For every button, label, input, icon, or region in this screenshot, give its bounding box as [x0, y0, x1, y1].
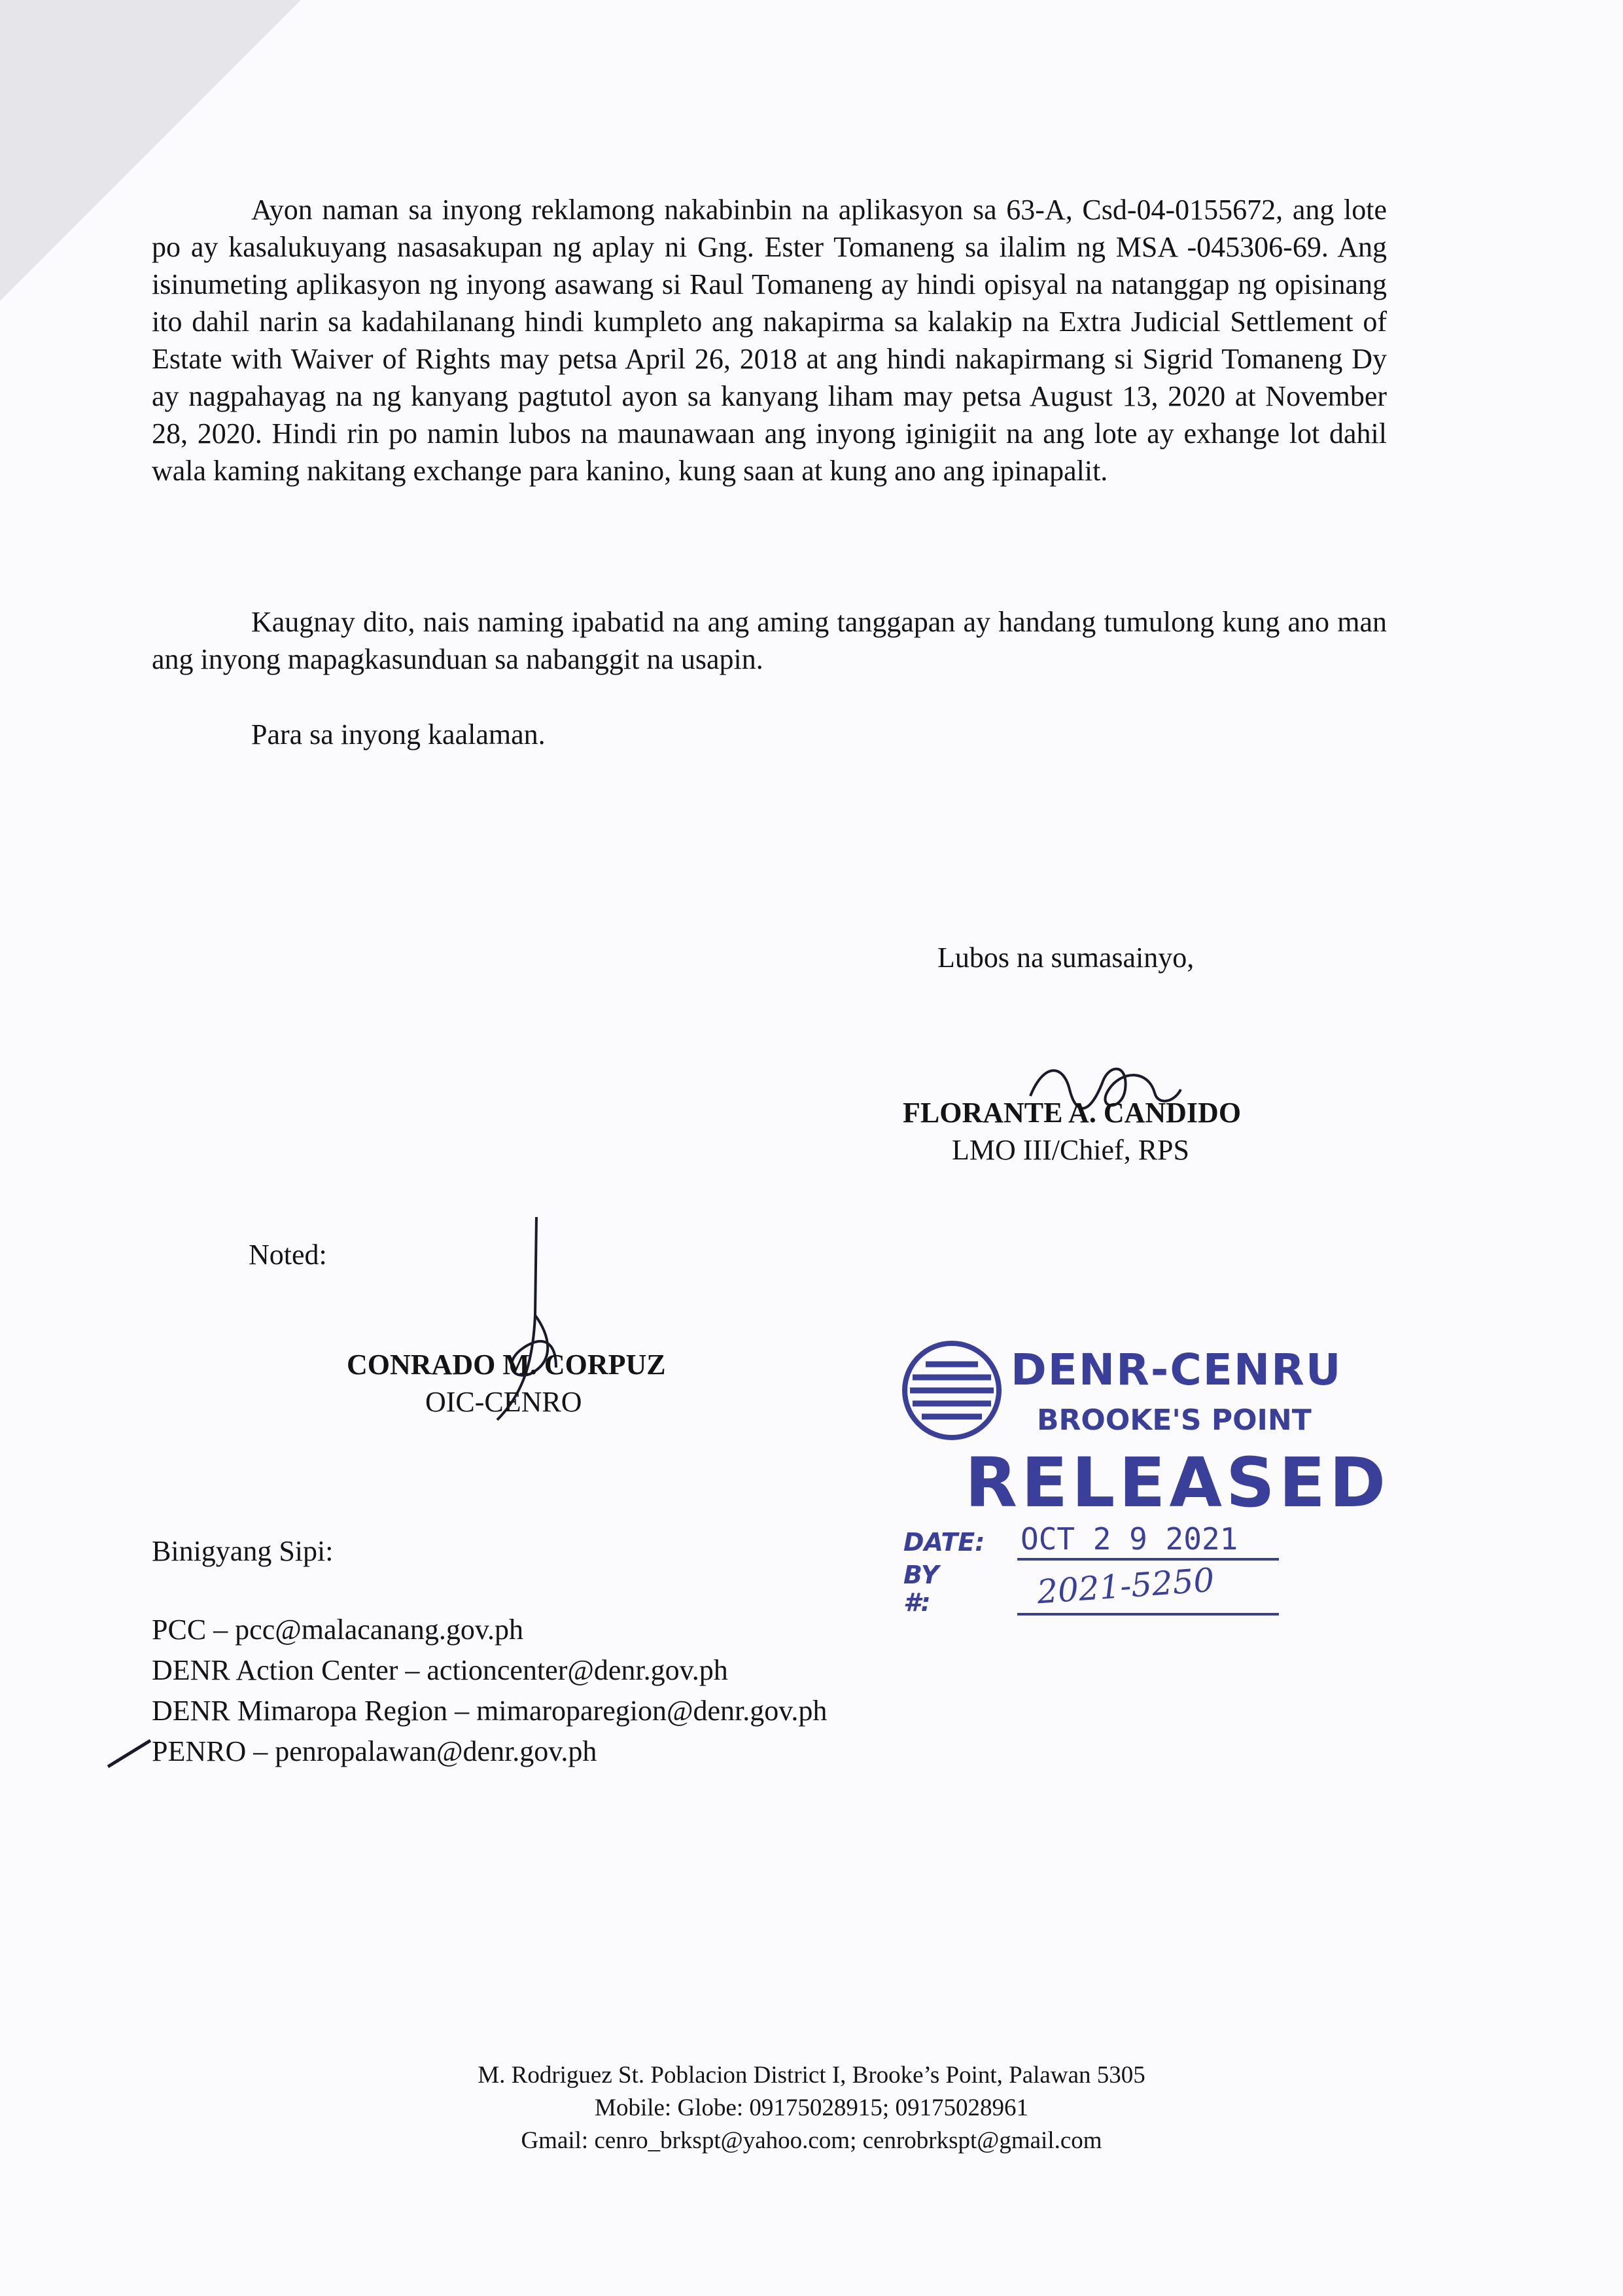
- body-paragraph-1: Ayon naman sa inyong reklamong nakabinbin na aplikasyon sa 63-A, Csd-04-0155672, ang lote po ay kasalukuyang nasasakupan ng aplay ni Gng. Ester Tomaneng sa ilalim ng MSA -045306-69. Ang isinumeting aplikasyon ng inyong asawang si Raul Tomaneng ay hindi opisyal na natanggap ng opisinang ito dahil narin sa kadahilanang hindi kumpleto ang nakapirma sa kalakip na Extra Judicial Settlement of Estate with Waiver of Rights may petsa April 26, 2018 at ang hindi nakapirmang si Sigrid Tomaneng Dy ay nagpahayag na ng kanyang pagtutol ayon sa kanyang liham may petsa August 13, 2020 at November 28, 2020. Hindi rin po namin lubos na maunawaan ang inyong iginigiit na ang lote ay exhange lot dahil wala kaming nakitang exchange para kanino, kung saan at kung ano ang ipinapalit.: [152, 194, 1387, 487]
- footer-address: M. Rodriguez St. Poblacion District I, Brooke’s Point, Palawan 5305: [478, 2062, 1145, 2089]
- released-stamp: [899, 1338, 1390, 1617]
- copy-item: DENR Action Center – actioncenter@denr.gov.ph: [152, 1654, 728, 1686]
- noted-label: Noted:: [249, 1239, 327, 1271]
- copies-label: Binigyang Sipi:: [152, 1535, 334, 1567]
- signatory-name: FLORANTE A. CANDIDO: [903, 1097, 1242, 1129]
- noted-name: CONRADO M. CORPUZ: [347, 1349, 666, 1381]
- copy-item: PENRO – penropalawan@denr.gov.ph: [152, 1735, 597, 1767]
- copy-item: PCC – pcc@malacanang.gov.ph: [152, 1614, 523, 1646]
- stamp-date-line: [1017, 1558, 1279, 1561]
- stamp-by-line: [1017, 1613, 1279, 1616]
- closing-salutation: Lubos na sumasainyo,: [937, 942, 1195, 974]
- signatory-title: LMO III/Chief, RPS: [952, 1134, 1189, 1166]
- bleed-through-text: [419, 85, 1400, 190]
- footer-email: Gmail: cenro_brkspt@yahoo.com; cenrobrkspt@gmail.com: [521, 2127, 1102, 2154]
- stamp-date-label: DATE:: [903, 1528, 985, 1557]
- copy-item: DENR Mimaropa Region – mimaroparegion@denr.gov.ph: [152, 1695, 828, 1727]
- check-mark-icon: [105, 1737, 157, 1770]
- stamp-status: RELEASED: [965, 1443, 1390, 1523]
- stamp-by-label: BY: [903, 1561, 939, 1589]
- stamp-number-label: #:: [903, 1588, 931, 1617]
- stamp-date-value: OCT 2 9 2021: [1021, 1521, 1238, 1557]
- denr-logo-icon: [899, 1338, 1004, 1443]
- stamp-place: BROOKE'S POINT: [1037, 1404, 1312, 1437]
- footer-mobile: Mobile: Globe: 09175028915; 09175028961: [595, 2094, 1028, 2121]
- stamp-office: DENR-CENRU: [1011, 1345, 1342, 1395]
- body-paragraph-2: Kaugnay dito, nais naming ipabatid na ang aming tanggapan ay handang tumulong kung ano man ang inyong mapagkasunduan sa nabanggit na usapin.: [152, 606, 1387, 675]
- body-paragraph-3: Para sa inyong kaalaman.: [251, 718, 546, 751]
- noted-title: OIC-CENRO: [425, 1386, 582, 1418]
- stamp-handwritten-number: 2021-5250: [1036, 1561, 1216, 1612]
